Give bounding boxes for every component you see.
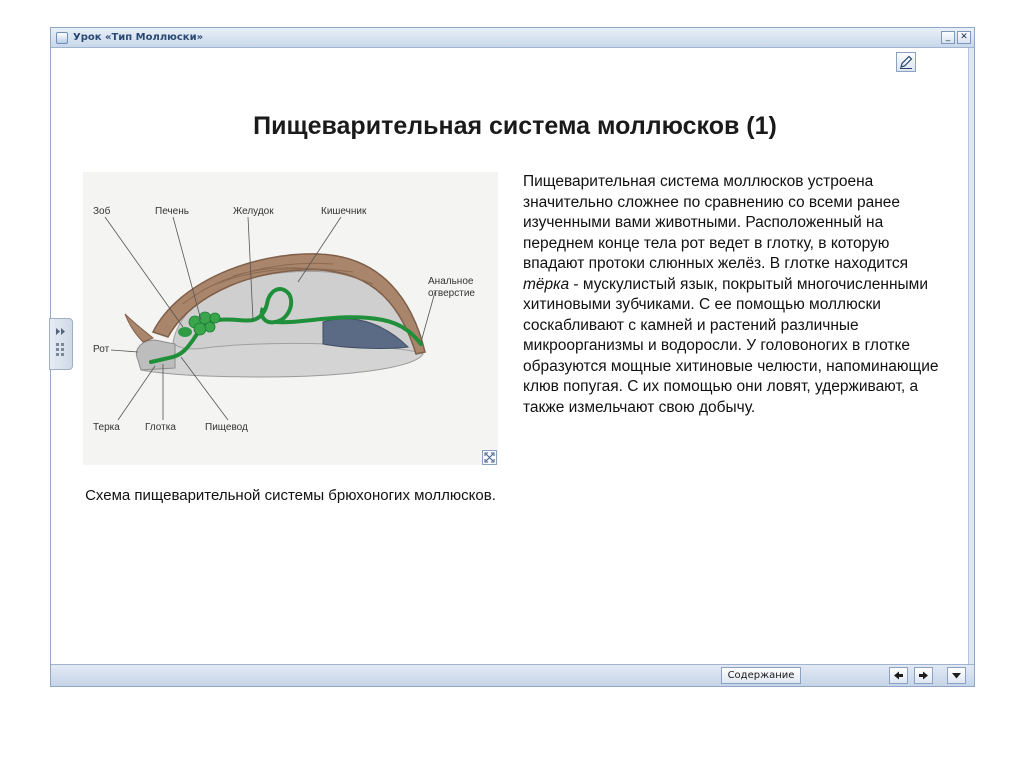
scrollbar[interactable] xyxy=(968,48,974,664)
side-panel-toggle[interactable] xyxy=(49,318,73,370)
contents-button[interactable]: Содержание xyxy=(721,667,801,684)
sidebar-expand-icon xyxy=(50,319,72,369)
lesson-text-part1: Пищеварительная система моллюсков устроена значительно сложнее по сравнению со всеми ранее изученными вами животными. Расположенный на переднем конце тела рот ведет в глотку, в которую впадают протоки слюнных желёз. В глотке находится xyxy=(523,173,909,272)
app-icon xyxy=(56,32,68,44)
label-anus-2: отверстие xyxy=(428,288,475,299)
mollusk-diagram-svg xyxy=(83,172,498,465)
label-esophagus: Пищевод xyxy=(205,422,248,433)
close-button[interactable]: ✕ xyxy=(957,31,971,44)
digestive-system-diagram xyxy=(83,172,498,465)
window-title: Урок «Тип Моллюски» xyxy=(73,32,204,43)
label-crop: Зоб xyxy=(93,206,111,217)
lesson-text-part2: - мускулистый язык, покрытый многочисленными хитиновыми зубчиками. С ее помощью моллюски соскабливают с камней и растений различные микроорганизмы и водоросли. У головоногих в глотке образуются мощные хитиновые челюсти, напоминающие клюв попугая. С их помощью они ловят, удерживают, а также измельчают свою добычу. xyxy=(523,275,939,416)
label-pharynx: Глотка xyxy=(145,422,176,433)
tentacle xyxy=(125,314,153,342)
crop xyxy=(178,327,192,337)
title-bar xyxy=(51,28,974,48)
slide-title: Пищеварительная система моллюсков (1) xyxy=(253,112,777,140)
figure-caption: Схема пищеварительной системы брюхоногих моллюсков. xyxy=(85,487,496,504)
window-controls xyxy=(941,31,971,44)
forward-button[interactable] xyxy=(914,667,933,684)
edit-button[interactable] xyxy=(896,52,916,72)
chevron-down-icon xyxy=(948,668,965,683)
label-anus-1: Анальное xyxy=(428,276,474,287)
menu-dropdown-button[interactable] xyxy=(947,667,966,684)
expand-image-button[interactable] xyxy=(482,450,497,465)
label-intestine: Кишечник xyxy=(321,206,367,217)
lesson-text xyxy=(523,172,943,418)
arrow-left-icon xyxy=(890,668,907,683)
navigation-bar xyxy=(51,664,974,686)
label-radula: Терка xyxy=(93,422,120,433)
label-stomach: Желудок xyxy=(233,206,274,217)
mollusk-head xyxy=(137,340,175,370)
expand-icon xyxy=(483,451,496,464)
label-mouth: Рот xyxy=(93,344,110,355)
pencil-icon xyxy=(897,53,915,71)
back-button[interactable] xyxy=(889,667,908,684)
lesson-term: тёрка xyxy=(523,275,570,293)
label-liver: Печень xyxy=(155,206,189,217)
minimize-button[interactable]: _ xyxy=(941,31,955,44)
arrow-right-icon xyxy=(915,668,932,683)
